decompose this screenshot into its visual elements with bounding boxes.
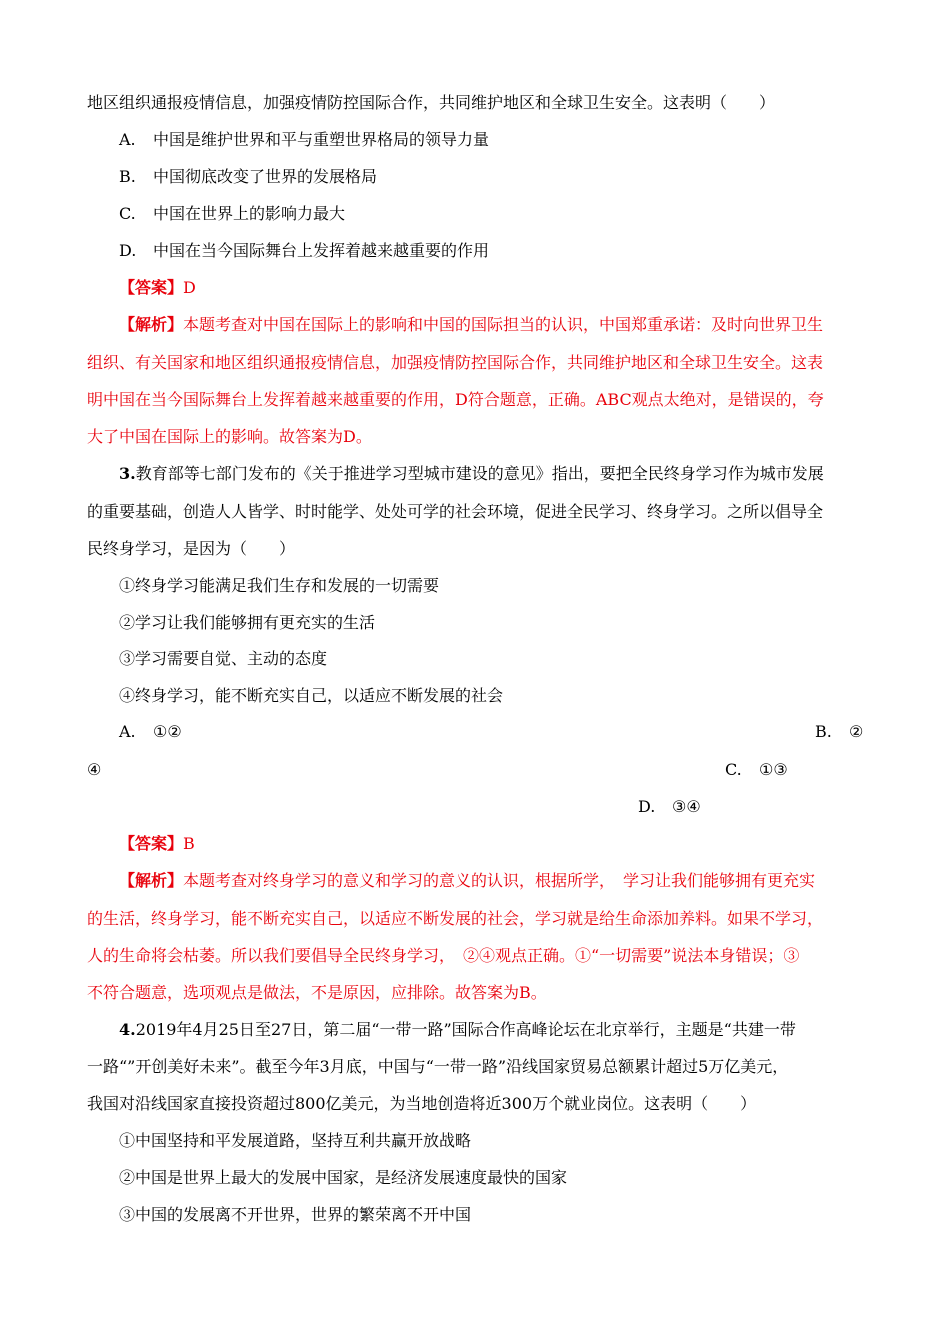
q4-statement-3: ③中国的发展离不开世界，世界的繁荣离不开中国 — [119, 1205, 472, 1224]
question-number: 4. — [119, 1020, 136, 1039]
answer-tag: 【答案】 — [119, 278, 184, 297]
q3-analysis-line-3: 人的生命将会枯萎。所以我们要倡导全民终身学习， ②④观点正确。①“一切需要”说法本身错误；③ — [87, 946, 800, 965]
answer-tag: 【答案】 — [119, 834, 184, 853]
option-letter: D. — [638, 797, 656, 816]
q3-analysis-line-1 — [119, 870, 815, 892]
q3-analysis-line-2: 的生活，终身学习，能不断充实自己，以适应不断发展的社会，学习就是给生命添加养料。如果不学习， — [87, 909, 824, 928]
q3-statement-1: ①终身学习能满足我们生存和发展的一切需要 — [119, 576, 440, 595]
analysis-text: 本题考查对中国在国际上的影响和中国的国际担当的认识，中国郑重承诺：及时向世界卫生 — [183, 315, 824, 334]
answer-value: B — [183, 834, 195, 853]
q3-stem-line-1 — [119, 463, 824, 485]
q2-stem-tail: 地区组织通报疫情信息，加强疫情防控国际合作，共同维护地区和全球卫生安全。这表明（ ） — [87, 93, 776, 112]
option-text: 中国是维护世界和平与重塑世界格局的领导力量 — [153, 130, 490, 149]
q3-statement-3: ③学习需要自觉、主动的态度 — [119, 649, 328, 668]
stem-text: 教育部等七部门发布的《关于推进学习型城市建设的意见》指出，要把全民终身学习作为城市发展 — [135, 464, 824, 483]
q3-answer — [119, 833, 195, 855]
q2-option-a — [119, 129, 489, 151]
q2-analysis-line-2: 组织、有关国家和地区组织通报疫情信息，加强疫情防控国际合作，共同维护地区和全球卫生安全。这表 — [87, 353, 824, 372]
answer-value: D — [183, 278, 196, 297]
q3-option-d — [638, 796, 701, 818]
q2-analysis-line-1 — [119, 314, 823, 336]
q3-statement-4: ④终身学习，能不断充实自己，以适应不断发展的社会 — [119, 686, 504, 705]
q2-analysis-line-3: 明中国在当今国际舞台上发挥着越来越重要的作用，D符合题意，正确。ABC观点太绝对，是错误的，夸 — [87, 390, 824, 409]
q4-stem-line-3: 我国对沿线国家直接投资超过800亿美元，为当地创造将近300万个就业岗位。这表明（ ） — [87, 1094, 757, 1113]
option-letter: A. — [119, 130, 136, 149]
stem-text: 2019年4月25日至27日，第二届“一带一路”国际合作高峰论坛在北京举行，主题是“共建一带 — [135, 1020, 796, 1039]
q4-statement-1: ①中国坚持和平发展道路，坚持互利共赢开放战略 — [119, 1131, 472, 1150]
q3-stem-line-3: 民终身学习，是因为（ ） — [87, 539, 296, 558]
analysis-tag: 【解析】 — [119, 871, 184, 890]
option-letter: D. — [119, 241, 137, 260]
analysis-text: 本题考查对终身学习的意义和学习的意义的认识，根据所学， 学习让我们能够拥有更充实 — [183, 871, 816, 890]
question-number: 3. — [119, 464, 136, 483]
q3-option-a — [119, 721, 182, 743]
q3-option-b — [815, 721, 863, 743]
q3-analysis-line-4: 不符合题意，选项观点是做法，不是原因，应排除。故答案为B。 — [87, 983, 547, 1002]
q3-stem-line-2: 的重要基础，创造人人皆学、时时能学、处处可学的社会环境，促进全民学习、终身学习。之所以倡导全 — [87, 502, 824, 521]
option-letter: B. — [815, 722, 832, 741]
q2-option-c — [119, 203, 345, 225]
option-text: ①③ — [759, 760, 788, 779]
q4-stem-line-1 — [119, 1019, 796, 1041]
option-letter: C. — [119, 204, 136, 223]
q2-option-d — [119, 240, 489, 262]
q2-answer — [119, 277, 196, 299]
q3-option-c — [725, 759, 788, 781]
q4-stem-line-2: 一路“”开创美好未来”。截至今年3月底，中国与“一带一路”沿线国家贸易总额累计超过5万亿美元， — [87, 1057, 789, 1076]
option-text: ③④ — [672, 797, 701, 816]
analysis-tag: 【解析】 — [119, 315, 184, 334]
q3-statement-2: ②学习让我们能够拥有更充实的生活 — [119, 613, 376, 632]
option-text: 中国在当今国际舞台上发挥着越来越重要的作用 — [153, 241, 490, 260]
q2-option-b — [119, 166, 377, 188]
option-letter: C. — [725, 760, 742, 779]
q4-statement-2: ②中国是世界上最大的发展中国家，是经济发展速度最快的国家 — [119, 1168, 568, 1187]
option-text: 中国彻底改变了世界的发展格局 — [153, 167, 378, 186]
option-letter: B. — [119, 167, 136, 186]
q3-option-b-continued: ④ — [87, 760, 102, 779]
q2-analysis-line-4: 大了中国在国际上的影响。故答案为D。 — [87, 427, 372, 446]
option-text: ② — [849, 722, 864, 741]
option-text: ①② — [153, 722, 182, 741]
option-letter: A. — [119, 722, 136, 741]
option-text: 中国在世界上的影响力最大 — [153, 204, 346, 223]
